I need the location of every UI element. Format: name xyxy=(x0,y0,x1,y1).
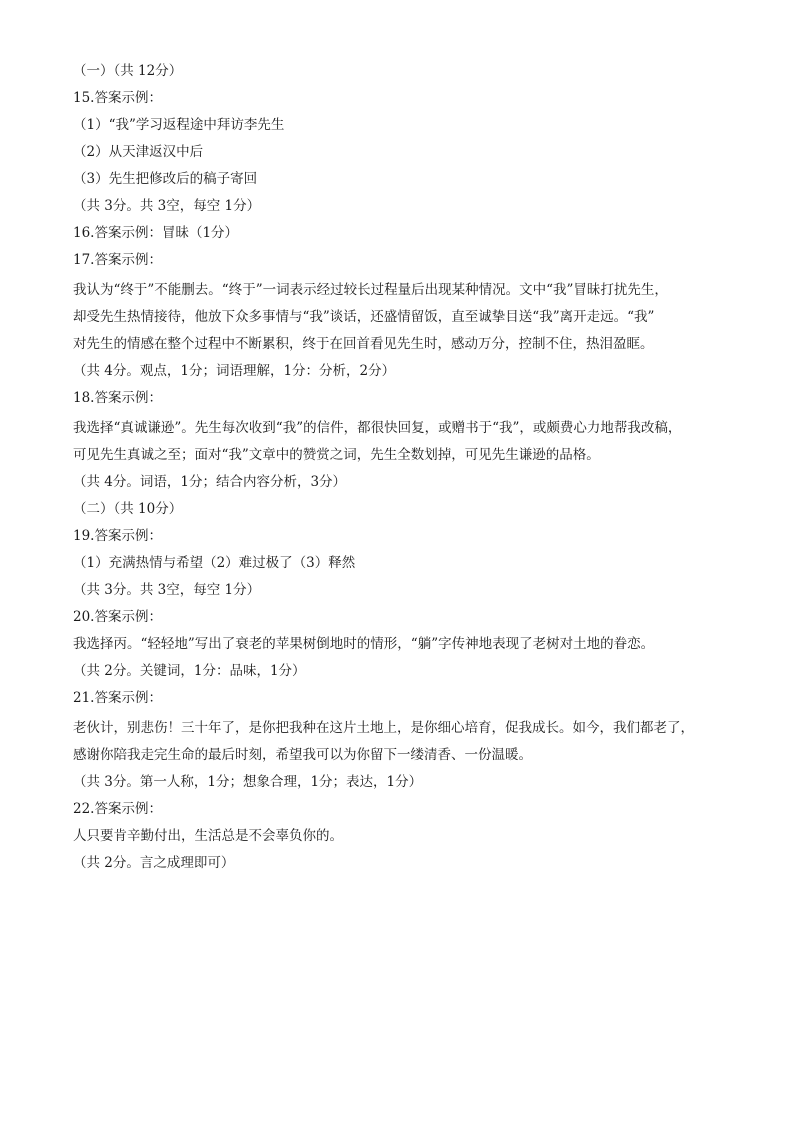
answer-line: （1）充满热情与希望（2）难过极了（3）释然 xyxy=(73,555,356,571)
answer-line: 我选择“真诚谦逊”。先生每次收到“我”的信件，都很快回复，或赠书于“我”，或颇费心力地帮我改稿， xyxy=(73,420,682,436)
question-20-heading: 20.答案示例： xyxy=(73,609,162,625)
section-heading-2: （二）（共 10分） xyxy=(73,501,183,517)
answer-line: 感谢你陪我走完生命的最后时刻，希望我可以为你留下一缕清香、一份温暖。 xyxy=(73,747,532,763)
answer-line: 我认为“终于”不能删去。“终于”一词表示经过较长过程量后出现某种情况。文中“我”冒昧打扰先生， xyxy=(73,282,668,298)
answer-line: 可见先生真诚之至；面对“我”文章中的赞赏之词，先生全数划掉，可见先生谦逊的品格。 xyxy=(73,447,600,463)
score-note: （共 3分。共 3空，每空 1分） xyxy=(73,198,261,214)
question-21-heading: 21.答案示例： xyxy=(73,690,162,706)
score-note: （共 4分。词语，1分；结合内容分析，3分） xyxy=(73,474,347,490)
score-note: （共 2分。言之成理即可） xyxy=(73,855,235,871)
answer-line: （1）“我”学习返程途中拜访李先生 xyxy=(73,117,285,133)
score-note: （共 3分。第一人称，1分；想象合理，1分；表达，1分） xyxy=(73,774,423,790)
score-note: （共 3分。共 3空，每空 1分） xyxy=(73,582,261,598)
answer-line: 却受先生热情接待，他放下众多事情与“我”谈话，还盛情留饭，直至诚挚目送“我”离开走远。“我” xyxy=(73,309,655,325)
question-18-heading: 18.答案示例： xyxy=(73,390,162,406)
answer-line: 对先生的情感在整个过程中不断累积，终于在回首看见先生时，感动万分，控制不住，热泪盈眶。 xyxy=(73,336,654,352)
answer-line: （2）从天津返汉中后 xyxy=(73,144,204,160)
answer-line: 人只要肯辛勤付出，生活总是不会辜负你的。 xyxy=(73,828,343,844)
answer-line: 老伙计，别悲伤！三十年了，是你把我种在这片土地上，是你细心培育，促我成长。如今，我们都老了， xyxy=(73,720,694,736)
score-note: （共 2分。关键词，1分：品味，1分） xyxy=(73,663,306,679)
question-19-heading: 19.答案示例： xyxy=(73,528,162,544)
answer-line: 我选择丙。“轻轻地”写出了衰老的苹果树倒地时的情形，“躺”字传神地表现了老树对土地的眷恋。 xyxy=(73,636,655,652)
question-16-heading: 16.答案示例：冒昧（1分） xyxy=(73,225,239,241)
question-17-heading: 17.答案示例： xyxy=(73,252,162,268)
section-heading-1: （一）（共 12分） xyxy=(73,63,183,79)
answer-document xyxy=(73,58,733,877)
question-15-heading: 15.答案示例： xyxy=(73,90,162,106)
answer-line: （3）先生把修改后的稿子寄回 xyxy=(73,171,258,187)
score-note: （共 4分。观点，1分；词语理解，1分：分析，2分） xyxy=(73,363,396,379)
question-22-heading: 22.答案示例： xyxy=(73,801,162,817)
